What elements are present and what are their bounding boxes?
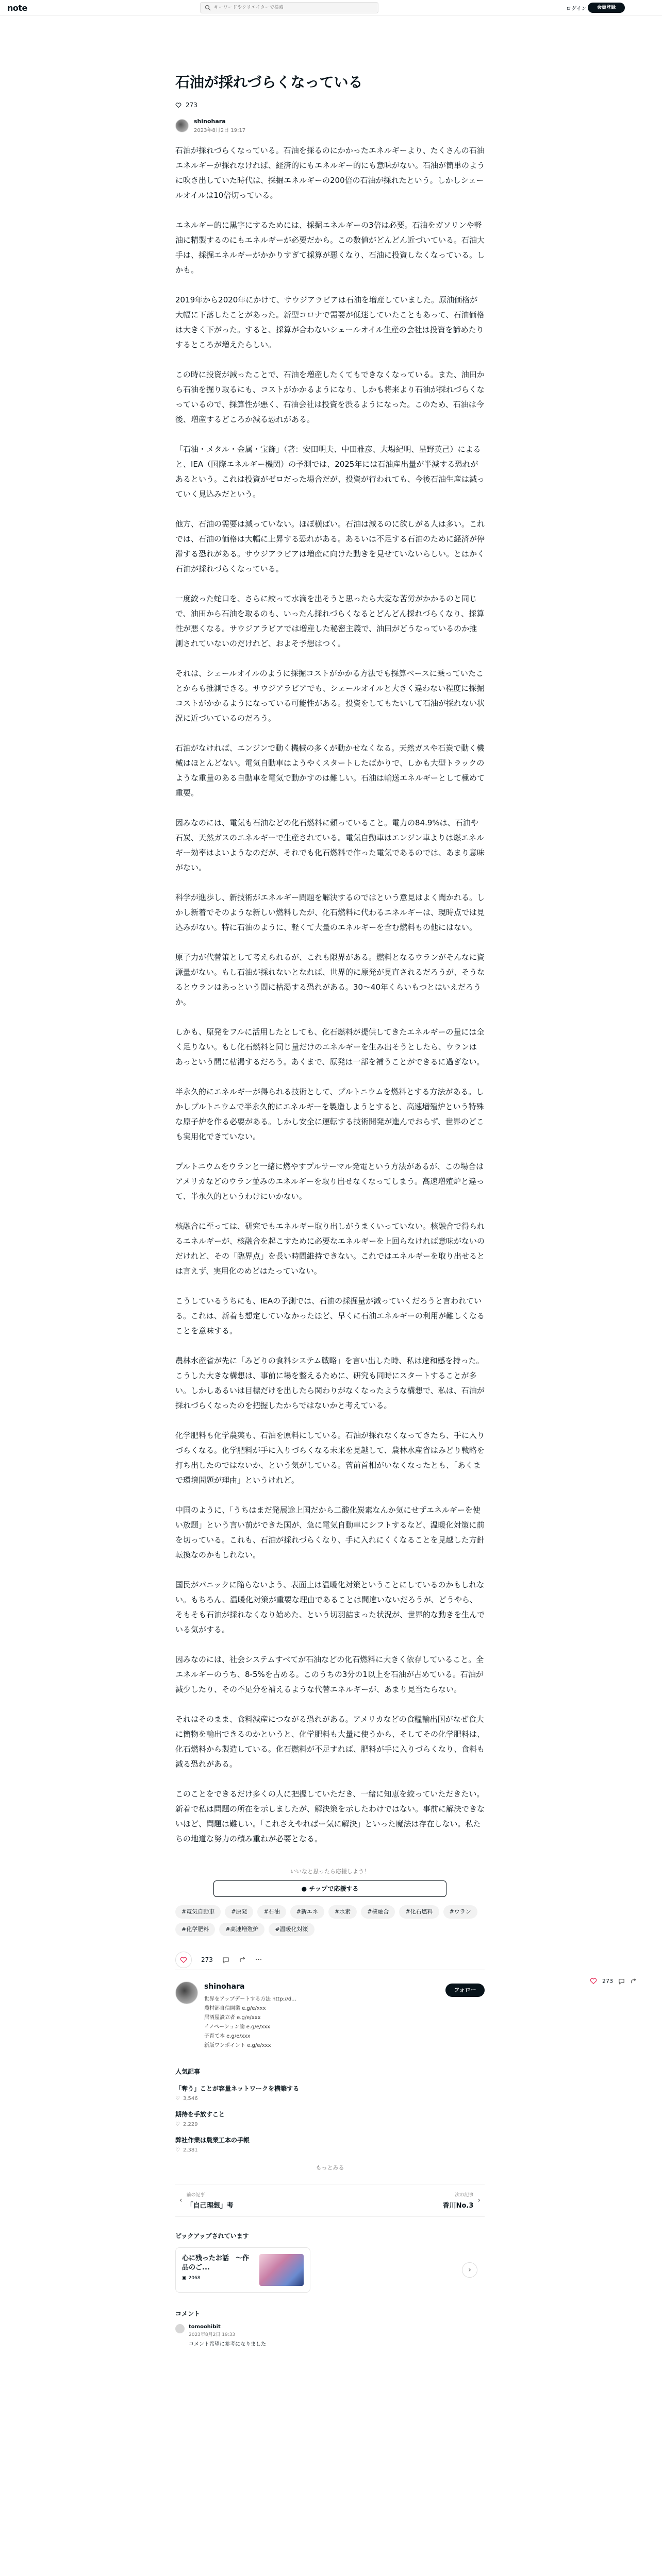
tag-list bbox=[175, 1905, 485, 1936]
floating-action-bar bbox=[590, 1977, 637, 1985]
comment-item bbox=[175, 2324, 485, 2347]
popular-item-likes: 2,229 bbox=[183, 2122, 198, 2127]
comment-text: コメント希望に参考になりました bbox=[189, 2342, 266, 2347]
pickup-card[interactable] bbox=[175, 2247, 310, 2293]
article-paragraph: 化学肥料も化学農薬も、石油を原料にしている。石油が採れなくなってきたら、手に入りづらくなる。化学肥料が手に入りづらくなる未来を見越して、農林水産省はみどり戦略を打ち出したのではないか、という気がしている。菅前首相がいなくなったとも、「あくまで環境問題が理由」というけれど。 bbox=[175, 1431, 485, 1485]
popular-item-title[interactable]: 弊社作業は農業工本の手帳 bbox=[175, 2137, 250, 2144]
hashtag[interactable]: #石油 bbox=[257, 1905, 286, 1919]
login-link[interactable]: ログイン bbox=[566, 6, 587, 12]
hashtag[interactable]: #新エネ bbox=[290, 1905, 324, 1919]
article-paragraph: それは、シェールオイルのように採掘コストがかかる方法でも採算ベースに乗っていたことからも推測できる。サウジアラビアでも、シェールオイルと大きく違わない程度に採掘コストがかかるようになっている可能性がある。投資をしてもたいして石油が採れない状況に近づいているのだろう。 bbox=[175, 669, 485, 723]
next-article-link[interactable] bbox=[330, 2184, 485, 2216]
heart-icon bbox=[180, 1956, 187, 1963]
action-bar bbox=[175, 1953, 485, 1970]
heart-icon: ♡ bbox=[175, 2096, 180, 2102]
hashtag[interactable]: #化学肥料 bbox=[175, 1923, 215, 1936]
comment-heading: コメント bbox=[175, 2310, 201, 2317]
prev-label: 前の記事 bbox=[186, 2193, 205, 2198]
article-paragraph: 「石油・メタル・金属・宝飾」（著：安田明夫、中田雅彦、大場紀明、星野英己）によると、IEA（国際エネルギー機関）の予測では、2025年には石油産出量が半減する恐れがあるという。これは投資がゼロだった場合だが、投資が行われても、今後石油生産は減っていく見込みだという。 bbox=[175, 445, 485, 499]
popular-item-title[interactable]: 「奪う」ことが容量ネットワークを構築する bbox=[175, 2085, 300, 2092]
article-paragraph: 因みなのには、電気も石油などの化石燃料に頼っていること。電力の84.9%は、石油や石炭、天然ガスのエネルギーで生産されている。電気自動車はエンジン車よりは燃エネルギー効率はよいようなのだが、それでも化石燃料で作った電気であるのでは、あまり意味がない。 bbox=[175, 818, 485, 872]
note-logo[interactable]: note bbox=[7, 3, 27, 13]
author-card-name[interactable]: shinohara bbox=[204, 1982, 245, 1991]
popular-heading: 人気記事 bbox=[175, 2068, 201, 2075]
comment-icon[interactable] bbox=[222, 1956, 229, 1963]
article-paragraph: こうしているうちにも、IEAの予測では、石油の採掘量が減っていくだろうと言われている。これは、新着も想定していなかったほど、早くに石油エネルギーの利用が難しくなることを意味する。 bbox=[175, 1296, 485, 1335]
popular-item[interactable] bbox=[175, 2136, 485, 2153]
pickup-card-thumbnail bbox=[259, 2254, 304, 2286]
commenter-avatar[interactable] bbox=[175, 2324, 185, 2333]
like-button[interactable] bbox=[175, 1952, 192, 1968]
author-card-avatar[interactable] bbox=[175, 1981, 198, 2004]
hashtag[interactable]: #高速増殖炉 bbox=[219, 1923, 264, 1936]
article-title: 石油が採れづらくなっている bbox=[175, 74, 363, 91]
article-icon: ▣ bbox=[182, 2276, 187, 2281]
share-icon[interactable] bbox=[239, 1956, 246, 1963]
author-avatar[interactable] bbox=[175, 119, 189, 132]
like-count-top[interactable] bbox=[175, 101, 485, 109]
author-card bbox=[175, 1981, 485, 2050]
popular-articles bbox=[175, 2067, 485, 2172]
heart-icon: ♡ bbox=[175, 2147, 180, 2153]
heart-icon: ♡ bbox=[175, 2122, 180, 2127]
pickup-card-count: 2068 bbox=[188, 2276, 201, 2281]
heart-icon bbox=[175, 102, 181, 108]
search-box[interactable] bbox=[200, 2, 378, 13]
article-body bbox=[175, 143, 485, 1846]
like-count: 273 bbox=[186, 101, 197, 109]
article-paragraph: プルトニウムをウランと一緒に燃やすプルサーマル発電という方法があるが、この場合はアメリカなどのウラン並みのエネルギーを取り出せなくなってしまう。高速増殖炉と違って、半永久的というわけにいかない。 bbox=[175, 1162, 484, 1201]
article-paragraph: 原子力が代替策として考えられるが、これも限界がある。燃料となるウランがそんなに資源量がない。もし石油が採れないとなれば、世界的に原発が見直されるだろうが、そうなるとウランはあっという間に枯渇する恐れがある。30〜40年くらいもつとはいえだろうか。 bbox=[175, 953, 485, 1007]
share-icon[interactable] bbox=[630, 1978, 637, 1985]
follow-button[interactable]: フォロー bbox=[445, 1984, 485, 1997]
popular-item[interactable] bbox=[175, 2084, 485, 2102]
heart-icon[interactable] bbox=[590, 1977, 597, 1985]
tip-button[interactable] bbox=[213, 1880, 446, 1897]
article bbox=[175, 72, 485, 2347]
support-prompt: いいなと思ったら応援しよう！ bbox=[290, 1868, 370, 1875]
article-paragraph: 核融合に至っては、研究でもエネルギー取り出しがうまくいっていない。核融合で得られるエネルギーが、核融合を起こすために必要なエネルギーを上回らなければ意味がないのだけれど、その「臨界点」を長い時間維持できない。これではエネルギーを取り出せるとは言えず、実用化のめどはたっていない。 bbox=[175, 1222, 485, 1276]
signup-button[interactable]: 会員登録 bbox=[588, 3, 625, 13]
pickup-card-title: 心に残ったお話 〜作品のご... bbox=[182, 2255, 250, 2272]
publish-date: 2023年8月2日 19:17 bbox=[194, 128, 246, 133]
tip-button-label: チップで応援する bbox=[309, 1885, 359, 1892]
more-link[interactable]: もっとみる bbox=[316, 2164, 344, 2171]
article-paragraph: 石油が採れづらくなっている。石油を採るのにかかったエネルギーより、たくさんの石油エネルギーが採れなければ、経済的にもエネルギー的にも意味がない。石油が簡単のように吹き出していた時代は、採掘エネルギーの200倍の石油が採れたという。しかしシェールオイルは10倍切っている。 bbox=[175, 146, 485, 200]
article-paragraph: 一度絞った蛇口を、さらに絞って水滴を出そうと思ったら大変な苦労がかかるのと同じで、油田から石油を取るのも、いったん採れづらくなるとどんどん採れづらくなり、採算性が悪くなる。サウジアラビアでは増産した秘密主義で、油田がどうなっているのか推測されていないのだけれど、およそ予想はつく。 bbox=[175, 594, 485, 648]
floating-like-count: 273 bbox=[602, 1977, 613, 1985]
article-paragraph: 科学が進歩し、新技術がエネルギー問題を解決するのではという意見はよく聞かれる。しかし新着でそのような新しい燃料したが、化石燃料に代わるエネルギーは、現時点では見込みがない。特に石油のように、軽くて大量のエネルギーを含む燃料もの他にはない。 bbox=[175, 893, 485, 932]
article-paragraph: エネルギー的に黒字にするためには、採掘エネルギーの3倍は必要。石油をガソリンや軽油に精製するのにもエネルギーが必要だから。この数値がどんどん近づいている。石油大手は、採掘エネルギーがかかりすぎて採算が悪くなり、石油に投資しなくなっている。しかも。 bbox=[175, 221, 485, 275]
prev-title: 「自己理想」考 bbox=[186, 2202, 234, 2210]
popular-item-likes: 2,381 bbox=[183, 2147, 198, 2153]
popular-item-likes: 3,546 bbox=[183, 2096, 198, 2102]
comment-section bbox=[175, 2309, 485, 2347]
more-icon[interactable]: ··· bbox=[255, 1955, 262, 1964]
commenter-name[interactable]: tomoohibit bbox=[189, 2324, 221, 2330]
hashtag[interactable]: #温暖化対策 bbox=[269, 1923, 314, 1936]
coin-icon: ● bbox=[301, 1885, 307, 1892]
pickup-heading: ピックアップされています bbox=[175, 2232, 249, 2240]
article-paragraph: しかも、原発をフルに活用したとしても、化石燃料が提供してきたエネルギーの量には全く足りない。もし化石燃料と同じ量だけのエネルギーを生み出そうとしたら、ウランはあっという間に枯渇するだろう。あくまで、原発は一部を補うことができるに過ぎない。 bbox=[175, 1027, 485, 1066]
hashtag[interactable]: #ウラン bbox=[443, 1905, 477, 1919]
pickup-section bbox=[175, 2231, 485, 2293]
chevron-left-icon: ‹ bbox=[179, 2196, 183, 2205]
article-paragraph: 国民がパニックに陥らないよう、表面上は温暖化対策ということにしているのかもしれない。もちろん、温暖化対策が重要な理由であることは間違いないだろうが、どうやら、そもそも石油が採れなくなり始めた、という切羽詰まった状況が、世界的な動きを生んでいる気がする。 bbox=[175, 1580, 485, 1634]
hashtag[interactable]: #電気自動車 bbox=[175, 1905, 221, 1919]
chevron-right-icon: › bbox=[477, 2196, 481, 2205]
article-paragraph: 中国のように、「うちはまだ発展途上国だから二酸化炭素なんか気にせずエネルギーを使い放題」という言い前ができた国が、急に電気自動車にシフトするなど、温暖化対策に前を切っている。これも、石油が採れづらくなり、手に入れにくくなることを見越した方針転換なのかもしれない。 bbox=[175, 1505, 485, 1560]
author-row bbox=[175, 118, 485, 133]
hashtag[interactable]: #核融合 bbox=[361, 1905, 395, 1919]
article-paragraph: この時に投資が減ったことで、石油を増産したくてもできなくなっている。また、油田から石油を掘り取るにも、コストがかかるようになり、しかも将来より石油が採れづらくなっているので、採算性が悪く、石油会社は投資を渋るようになった。このため、石油は今後、増産するどころか減る恐れがある。 bbox=[175, 370, 485, 424]
article-paragraph: 半永久的にエネルギーが得られる技術として、プルトニウムを燃料とする方法がある。しかしプルトニウムで半永久的にエネルギーを製造しようとすると、高速増殖炉という特殊な原子炉を作る必要がある。しかし安全に運転する技術開発が進んでおらず、世界のどこも実用化できていない。 bbox=[175, 1087, 484, 1141]
comment-icon[interactable] bbox=[618, 1978, 625, 1985]
site-header bbox=[0, 0, 662, 15]
hashtag[interactable]: #原発 bbox=[225, 1905, 253, 1919]
hashtag[interactable]: #水素 bbox=[328, 1905, 357, 1919]
prev-next-nav bbox=[175, 2184, 485, 2217]
article-paragraph: 農林水産省が先に「みどりの食料システム戦略」を言い出した時、私は違和感を持った。こうした大きな構想は、事前に場を整えるために、研究も同時にスタートすることが多い。しかしあるいは目標だけを出したら関わりがなくなったような構想で、私は、石油が採れづらくなったのを把握したからではないかと考えている。 bbox=[175, 1356, 485, 1410]
article-paragraph: 2019年から2020年にかけて、サウジアラビアは石油を増産していました。原油価格が大幅に下落したことがあった。新型コロナで需要が低迷していたこともあって、石油価格は大きく下がった。すると、採算が合わないシェールオイル生産の会社は投資を諦めたりするところが増えたらしい。 bbox=[175, 295, 485, 349]
search-icon bbox=[205, 5, 211, 11]
popular-item-title[interactable]: 期待を手放すこと bbox=[175, 2111, 225, 2118]
prev-article-link[interactable] bbox=[175, 2184, 330, 2216]
chevron-right-icon[interactable]: › bbox=[462, 2262, 477, 2278]
article-paragraph: 因みなのには、社会システムすべてが石油などの化石燃料に大きく依存していること。全エネルギーのうち、8-5%を占める。このうちの3分の1以上を石油が占めている。石油が減少したり、その不足分を補えるような代替エネルギーが、あまり見当たらない。 bbox=[175, 1655, 484, 1694]
comment-date: 2023年8月2日 19:33 bbox=[189, 2332, 236, 2337]
article-paragraph: 他方、石油の需要は減っていない。ほぼ横ばい。石油は減るのに欲しがる人は多い。これでは、石油の価格は大幅に上昇する恐れがある。あるいは不足する石油のために経済が停滞する恐れがある。サウジアラビアは増産に向けた動きを見せていないらしい。とはかく石油が採れづらくなっている。 bbox=[175, 519, 485, 573]
hashtag[interactable]: #化石燃料 bbox=[399, 1905, 439, 1919]
action-like-count: 273 bbox=[201, 1956, 213, 1963]
popular-item[interactable] bbox=[175, 2110, 485, 2127]
article-paragraph: 石油がなければ、エンジンで動く機械の多くが動かせなくなる。天然ガスや石炭で動く機械はほとんどない。電気自動車はようやくスタートしたばかりで、しかも大型トラックのような重量のある自動車を電気で動かすのは難しい。石油は輸送エネルギーとして極めて重要。 bbox=[175, 743, 485, 798]
article-paragraph: それはそのまま、食料減産につながる恐れがある。アメリカなどの食糧輸出国がなぜ食大に簡物を輸出できるのかというと、化学肥料も大量に使うから、そしてその化学肥料は、化石燃料から製造している。化石燃料が不足すれば、肥料が手に入りづらくなり、食料も減る恐れがある。 bbox=[175, 1715, 485, 1769]
search-input[interactable] bbox=[214, 4, 369, 11]
article-paragraph: このことをできるだけ多くの人に把握していただき、一緒に知恵を絞っていただきたい。新着で私は問題の所在を示しましたが、解決策を示したわけではない。事前に解決できないほど、問題は難しい。「これさえやればー気に解決」といった魔法は存在しない。私たちの地道な努力の積み重ねが必要となる。 bbox=[175, 1789, 485, 1843]
author-name[interactable]: shinohara bbox=[194, 118, 226, 125]
author-card-bio: 世界をアップデートする方法 http://d... 農村部自信開業 e.g/e/xxx 居酒屋設立者 e.g/e/xxx イノベーション論 e.g/e/xxx 子育て本 e.g/e/xxx 新版ワンポイント e.g/e/xxx bbox=[204, 1996, 296, 2048]
next-title: 香川No.3 bbox=[442, 2202, 474, 2210]
next-label: 次の記事 bbox=[455, 2193, 474, 2198]
